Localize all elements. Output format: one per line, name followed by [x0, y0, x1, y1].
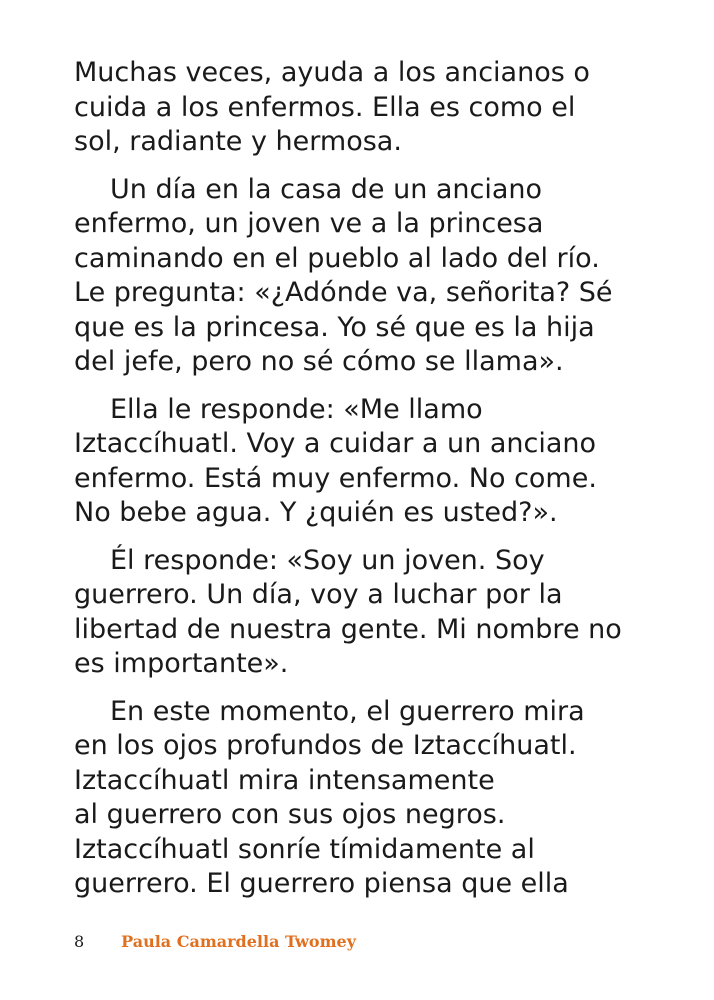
text-line: en los ojos profundos de Iztaccíhuatl.: [74, 730, 577, 761]
text-line: cuida a los enfermos. Ella es como el: [74, 91, 576, 123]
text-line: sol, radiante y hermosa.: [74, 126, 402, 157]
author-name: Paula Camardella Twomey: [121, 932, 356, 951]
text-line: guerrero. El guerrero piensa que ella: [74, 868, 569, 899]
text-line: Ella le responde: «Me llamo: [110, 393, 483, 425]
text-line: No bebe agua. Y ¿quién es usted?».: [74, 497, 558, 528]
text-line: libertad de nuestra gente. Mi nombre no: [74, 613, 622, 645]
text-line: enfermo. Está muy enfermo. No come.: [74, 462, 597, 494]
text-line: que es la princesa. Yo sé que es la hija: [74, 311, 595, 343]
text-line: enfermo, un joven ve a la princesa: [74, 208, 544, 239]
page-number: 8: [74, 932, 85, 951]
text-line: Muchas veces, ayuda a los ancianos o: [74, 57, 590, 88]
paragraph-3: [74, 393, 674, 531]
paragraph-5: [74, 695, 674, 902]
paragraph-2: [74, 173, 674, 380]
page-footer: [74, 930, 356, 954]
text-line: del jefe, pero no sé cómo se llama».: [74, 346, 564, 377]
text-line: es importante».: [74, 648, 289, 679]
text-line: Él responde: «Soy un joven. Soy: [110, 544, 545, 576]
text-line: caminando en el pueblo al lado del río.: [74, 242, 600, 274]
text-line: al guerrero con sus ojos negros.: [74, 799, 506, 830]
paragraph-4: [74, 544, 674, 682]
text-body: [74, 56, 674, 915]
text-line: Iztaccíhuatl mira intensamente: [74, 764, 495, 796]
text-line: Un día en la casa de un anciano: [110, 173, 543, 205]
paragraph-1: [74, 56, 674, 160]
text-line: Iztaccíhuatl. Voy a cuidar a un anciano: [74, 428, 597, 459]
text-line: En este momento, el guerrero mira: [110, 695, 585, 727]
text-line: Iztaccíhuatl sonríe tímidamente al: [74, 833, 535, 865]
text-line: Le pregunta: «¿Adónde va, señorita? Sé: [74, 277, 613, 308]
text-line: guerrero. Un día, voy a luchar por la: [74, 579, 563, 610]
